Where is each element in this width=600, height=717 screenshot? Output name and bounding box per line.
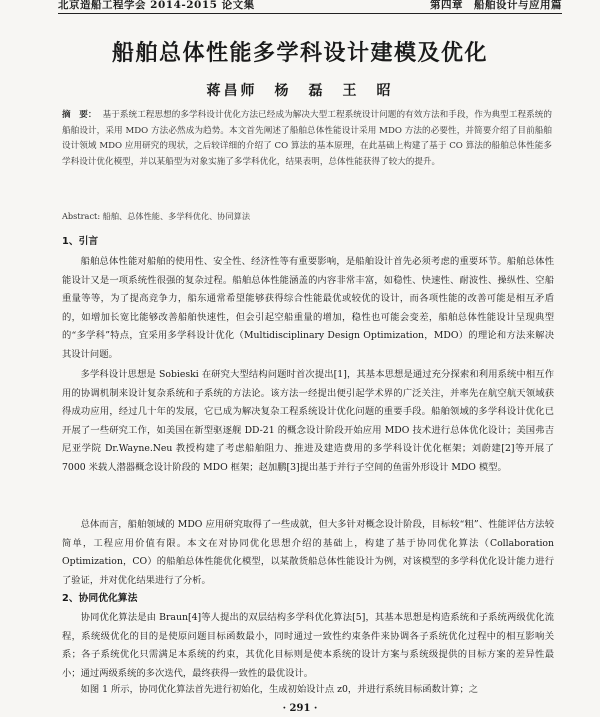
section-heading-co: 2、协同优化算法 bbox=[62, 593, 138, 604]
authors: 蒋昌师 杨 磊 王 昭 bbox=[206, 83, 394, 99]
paragraph-3: 总体而言，船舶领域的 MDO 应用研究取得了一些成就，但大多针对概念设计阶段，目标较“粗”、性能评估方法较简单，工程应用价值有限。本文在对协同优化思想介绍的基础上，构建了基于协同优化算法（Collaboration Optimization，CO）的船舶总体性能优化模型，以某散货船总体性能设计为例，对该模型的多学科优化设计能力进行了验证，并对优化结果进行了分析。 bbox=[62, 519, 554, 586]
abstract-text: 基于系统工程思想的多学科设计优化方法已经成为解决大型工程系统设计问题的有效方法和手段，作为典型工程系统的船舶设计，采用 MDO 方法必然成为趋势。本文首先阐述了船舶总体性能设计采用 MDO 方法的必要性，并简要介绍了目前船舶设计领域 MDO 应用研究的现状，之后较详细的介绍了 CO 算法的基本原理，在此基础上构建了基于 CO 算法的船舶总体性能多学科设计优化模型，并以某船型为对象实施了多学科优化，结果表明，总体性能获得了较大的提升。 bbox=[62, 110, 552, 167]
paragraph-2: 多学科设计思想是 Sobieski 在研究大型结构问题时首次提出[1]，其基本思想是通过充分探索和利用系统中相互作用的协调机制来设计复杂系统和子系统的方法论。该方法一经提出便引起学术界的广泛关注，并率先在航空航天领域获得成功应用，经过几十年的发展，它已成为解决复杂工程系统设计优化问题的重要手段。船舶领域的多学科设计优化已开展了一些研究工作，如美国在新型驱逐舰 DD-21 的概念设计阶段开始应用 MDO 技术进行总体优化设计；美国弗吉尼亚学院 Dr.Wayne.Neu 教授构建了考虑船舶阻力、推进及建造费用的多学科设计优化框架；刘蔚建[2]等开展了 7000 米载人潜器概念设计阶段的 MDO 框架；赵加鹏[3]提出基于并行子空间的鱼雷外形设计 MDO 模型。 bbox=[62, 369, 554, 473]
header-right: 第四章 船舶设计与应用篇 bbox=[430, 0, 562, 11]
section-heading-intro: 1、引言 bbox=[62, 236, 99, 247]
page-number: · 291 · bbox=[282, 703, 318, 714]
keywords: Abstract: 船舶、总体性能、多学科优化、协同算法 bbox=[62, 211, 251, 221]
paragraph-4: 协同优化算法是由 Braun[4]等人提出的双层结构多学科优化算法[5]，其基本思想是构造系统和子系统两级优化流程，系统级优化的目的是使原问题目标函数最小，同时通过一致性约束条件来协调各子系统优化过程中的相互影响关系；各子系统优化只需满足本系统的约束，其优化目标则是使本系统的设计方案与系统级提供的目标方案的差异性最小；通过两级系统的多次迭代，最终获得一致性的最优设计。 bbox=[62, 612, 554, 679]
paragraph-1: 船舶总体性能对船舶的使用性、安全性、经济性等有重要影响，是船舶设计首先必须考虑的重要环节。船舶总体性能设计又是一项系统性很强的复杂过程。船舶总体性能涵盖的内容非常丰富，如稳性、快速性、耐波性、操纵性、空船重量等等，为了提高竞争力，船东通常希望能够获得综合性能最优或较优的设计，而各项性能的改善可能是相互矛盾的，如增加长宽比能够改善船舶快速性，但会引起空船重量的增加，稳性也可能会变差，船舶总体性能设计呈现典型的“多学科”特点，宜采用多学科设计优化（Multidisciplinary Design Optimization，MDO）的理论和方法来解决其设计问题。 bbox=[62, 256, 554, 360]
abstract-label: 摘 要： bbox=[62, 110, 97, 120]
header-left: 北京造船工程学会 2014-2015 论文集 bbox=[58, 0, 255, 11]
abstract bbox=[62, 108, 552, 170]
paragraph-5: 如图 1 所示，协同优化算法首先进行初始化，生成初始设计点 z0，并进行系统目标函数计算；之 bbox=[80, 684, 479, 695]
running-header bbox=[58, 0, 562, 14]
paper-title: 船舶总体性能多学科设计建模及优化 bbox=[111, 41, 488, 66]
